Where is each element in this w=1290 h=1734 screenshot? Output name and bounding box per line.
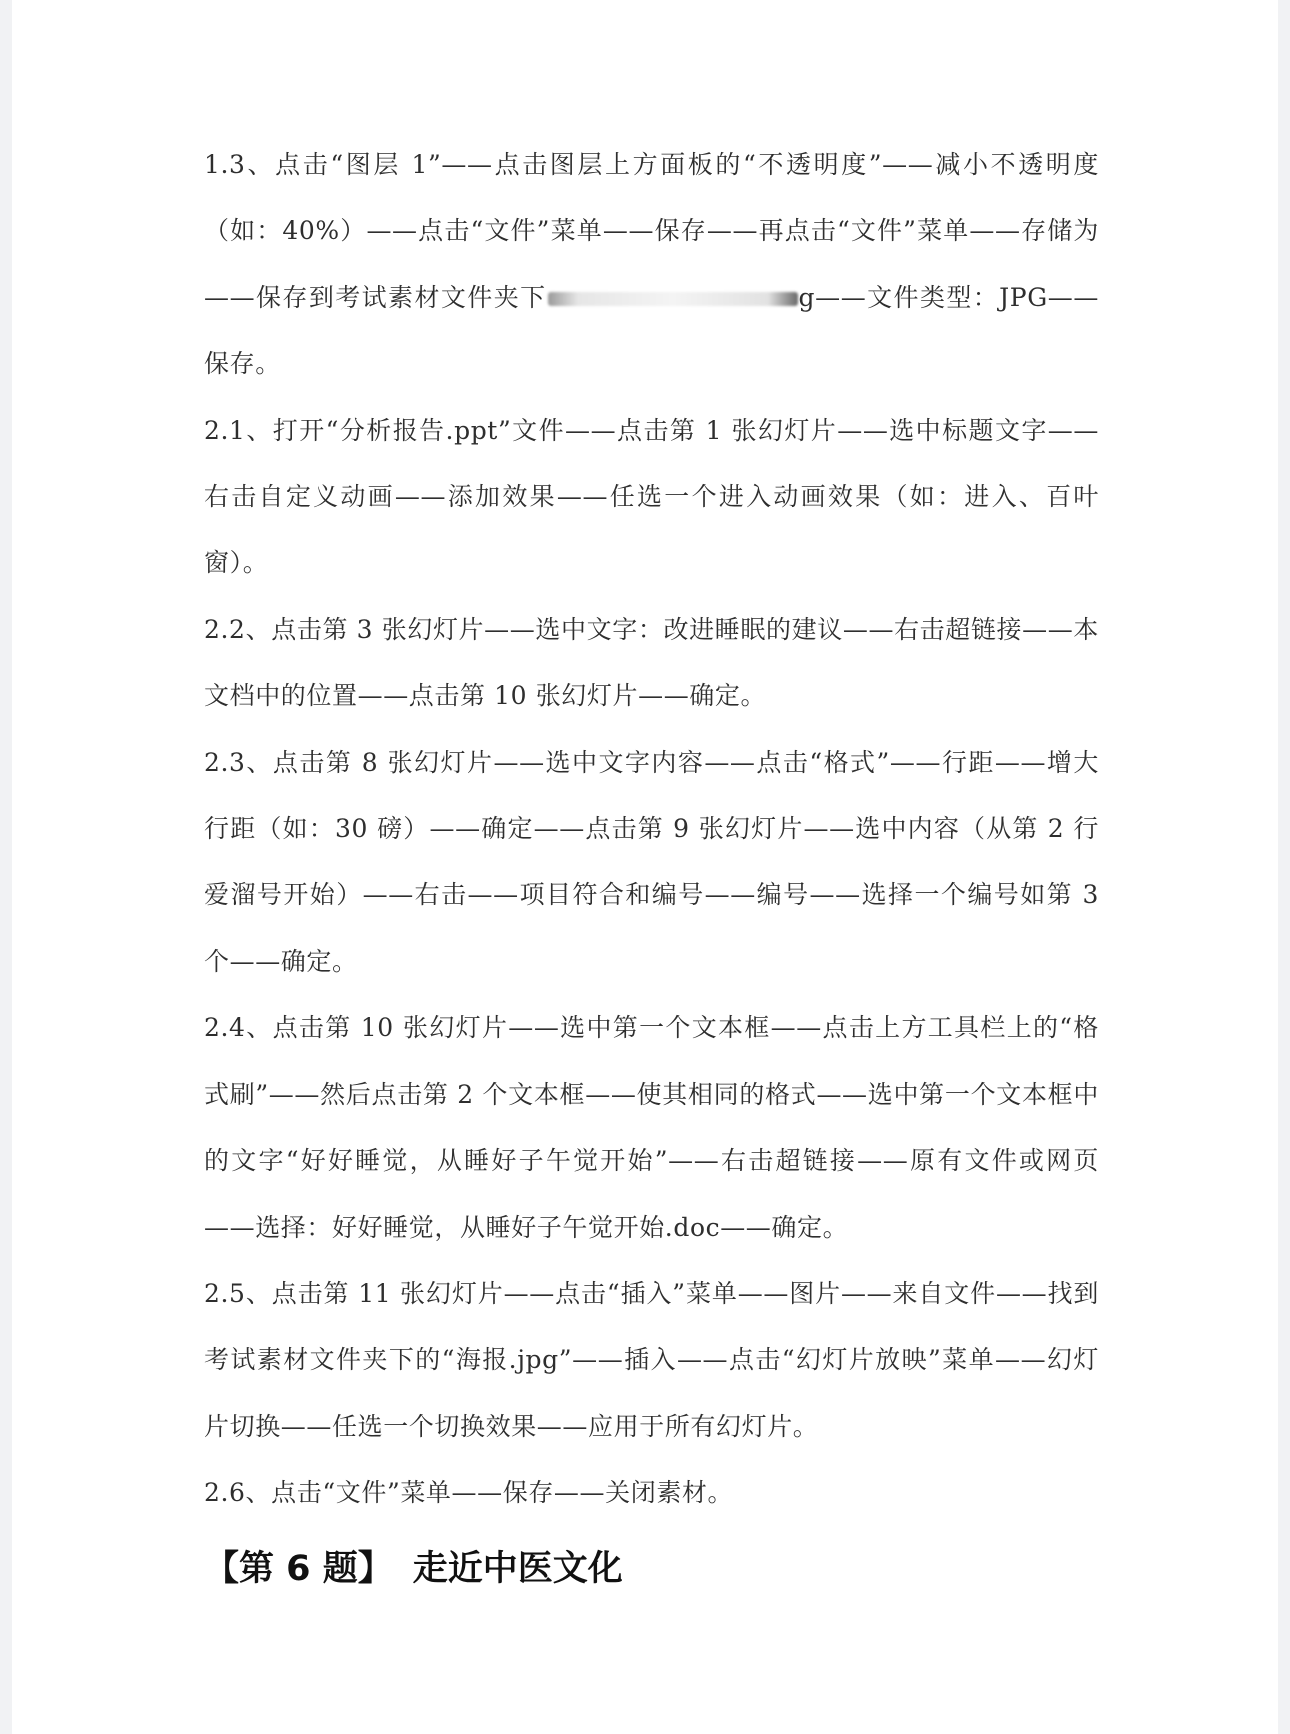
paragraph-2-4: 2.4、点击第 10 张幻灯片——选中第一个文本框——点击上方工具栏上的“格式刷”——然后点击第 2 个文本框——使其相同的格式——选中第一个文本框中的文字“好好睡觉，从睡好子午觉开始”——右击超链接——原有文件或网页——选择：好好睡觉，从睡好子午觉开始.doc——确定。 bbox=[204, 1013, 1099, 1242]
paragraph-2-5: 2.5、点击第 11 张幻灯片——点击“插入”菜单——图片——来自文件——找到考试素材文件夹下的“海报.jpg”——插入——点击“幻灯片放映”菜单——幻灯片切换——任选一个切换效果——应用于所有幻灯片。 bbox=[204, 1278, 1099, 1441]
redacted-filename bbox=[548, 292, 798, 306]
paragraph-2-2: 2.2、点击第 3 张幻灯片——选中文字：改进睡眠的建议——右击超链接——本文档中的位置——点击第 10 张幻灯片——确定。 bbox=[204, 614, 1099, 711]
section-title: 走近中医文化 bbox=[412, 1548, 623, 1589]
question-number-label: 【第 6 题】 bbox=[204, 1548, 393, 1589]
paragraph-2-1: 2.1、打开“分析报告.ppt”文件——点击第 1 张幻灯片——选中标题文字——右击自定义动画——添加效果——任选一个进入动画效果（如：进入、百叶窗）。 bbox=[204, 415, 1099, 578]
paragraph-2-3: 2.3、点击第 8 张幻灯片——选中文字内容——点击“格式”——行距——增大行距（如：30 磅）——确定——点击第 9 张幻灯片——选中内容（从第 2 行爱溜号开始）——右击——项目符合和编号——编号——选择一个编号如第 3 个——确定。 bbox=[204, 747, 1099, 976]
section-heading bbox=[204, 1539, 1099, 1599]
paragraph-2-6: 2.6、点击“文件”菜单——保存——关闭素材。 bbox=[204, 1478, 734, 1508]
document-body bbox=[204, 132, 1099, 1599]
paragraph-1-3 bbox=[204, 132, 1099, 398]
paragraph-1-3-text-start: 1.3、点击“图层 1”——点击图层上方面板的“不透明度”——减小不透明度（如：40%）——点击“文件”菜单——保存——再点击“文件”菜单——存储为——保存到考试素材文件夹下 bbox=[204, 150, 1099, 312]
paragraph-1-3-text-end: g——文件类型：JPG——保存。 bbox=[204, 282, 1099, 379]
document-page bbox=[12, 0, 1278, 1734]
